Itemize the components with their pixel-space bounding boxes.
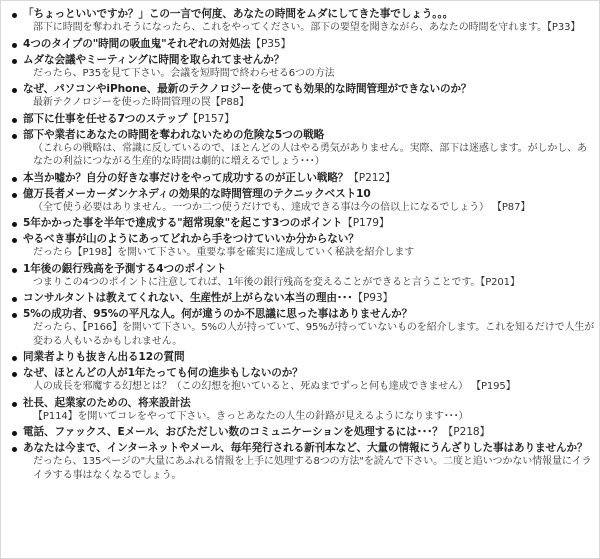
item-title: 5%の成功者、95%の平凡な人。何が違うのか不思議に思った事はありませんか？ (23, 308, 413, 320)
page-ref: 【P35】 (250, 37, 292, 50)
list-item (23, 441, 595, 482)
item-title: 4つのタイプの"時間の吸血鬼"それぞれの対処法 (23, 37, 251, 50)
item-desc: 【P114】を開いてコレをやって下さい。きっとあなたの人生の針路が見えるようになります･･･） (33, 410, 469, 422)
item-title: 5年かかった事を半年で達成する"超常現象"を起こす3つのポイント (23, 217, 343, 229)
page-ref: 【P218】 (442, 426, 490, 438)
list-item (23, 350, 595, 364)
item-title: コンサルタントは教えてくれない、生産性が上がらない本当の理由･･･ (23, 292, 353, 304)
item-title: なぜ、パソコンやiPhone、最新のテクノロジーを使っても効果的な時間管理ができないのか？ (23, 83, 472, 95)
list-item (23, 307, 595, 348)
item-desc: （全て使う必要はありません。一つか二つ使うだけでも、達成できる事は今の倍以上になるでしょう） 【P87】 (33, 201, 531, 213)
page-ref: 【P93】 (352, 292, 394, 304)
list-item (23, 128, 595, 169)
list-item (23, 7, 595, 35)
item-title: やるべき事が山のようにあってどれから手をつけていいか分からない？ (23, 233, 359, 245)
list-item (23, 171, 595, 185)
list-item (23, 262, 595, 290)
item-desc: だったら、P35を見て下さい。会議を短時間で終わらせる6つの方法 (33, 67, 335, 79)
list-item (23, 216, 595, 230)
list-item (23, 112, 595, 126)
item-title: 億万長者メーカーダンケネディの効果的な時間管理のテクニックベスト10 (23, 187, 371, 200)
list-item (23, 53, 595, 81)
item-title: 1年後の銀行残高を予測する4つのポイント (23, 262, 227, 275)
item-title: あなたは今まで、インターネットやメール、毎年発行される新刊本など、大量の情報にうんざりした事はありませんか？ (23, 442, 588, 454)
item-title: 電話、ファックス、Eメール、おびただしい数のコミュニケーションを処理するには･･･？ (23, 426, 443, 438)
list-item (23, 187, 595, 215)
item-title: 「ちょっといいですか？」この一言で何度、あなたの時間をムダにしてきた事でしょう。。。 (23, 8, 454, 20)
item-desc: 部下に時間を奪われそうになったら、これをやってください。部下の要望を聞きながら、あなたの時間を守れます。【P33】 (33, 22, 581, 33)
item-desc: 人の成長を邪魔する幻想とは？（この幻想を抱いていると、死ぬまでずっと何も達成できません） 【P195】 (33, 381, 516, 392)
item-desc: だったら、【P166】を開いて下さい。5%の人が持っていて、95%が持っていないものを紹介します。これを知るだけで人生が変わる人もいるかもしれません。 (33, 322, 595, 347)
page-ref: 【P212】 (348, 171, 396, 184)
item-title: 部下に仕事を任せる7つのステップ (23, 112, 188, 125)
item-title: 同業者よりも抜きん出る12の質問 (23, 351, 185, 363)
item-desc: だったら【P198】を開いて下さい。重要な事を確実に達成していく秘訣を紹介します (33, 247, 415, 258)
list-item (23, 425, 595, 439)
item-desc: つまりこの4つのポイントに注意してれば、1年後の銀行残高を変えることができると言うことです。【P201】 (33, 276, 520, 288)
item-desc: 最新テクノロジーを使った時間管理の罠【P88】 (33, 97, 249, 108)
item-title: ムダな会議やミーティングに時間を取られてませんか？ (23, 53, 285, 66)
list-item (23, 82, 595, 110)
benefit-list (1, 1, 599, 482)
item-title: 本当か嘘か？自分の好きな事だけをやって成功するのが正しい戦略？ (23, 171, 349, 184)
page-ref: 【P179】 (342, 217, 390, 229)
item-title: なぜ、ほとんどの人が1年たっても何の進歩もしないのか？ (23, 367, 303, 379)
list-item (23, 396, 595, 424)
list-item (23, 37, 595, 51)
item-desc: だったら、135ページの"大量にあふれる情報を上手に処理する8つの方法"を読んで下さい。二度と追いつかない情報量にイライラする事はなくなるでしょう。 (33, 456, 592, 481)
page-ref: 【P157】 (187, 112, 235, 125)
list-item (23, 232, 595, 260)
item-title: 部下や業者にあなたの時間を奪われないための危険な5つの戦略 (23, 128, 325, 141)
list-item (23, 366, 595, 394)
list-item (23, 291, 595, 305)
item-title: 社長、起業家のための、将来設計法 (23, 396, 191, 409)
item-desc: （これらの戦略は、常識に反しているので、ほとんどの人はやる勇気がありません。実際、部下は迷惑します。がしかし、あなたの利益につながる生産的な時間は劇的に増えるでしょう･･･） (33, 142, 587, 167)
